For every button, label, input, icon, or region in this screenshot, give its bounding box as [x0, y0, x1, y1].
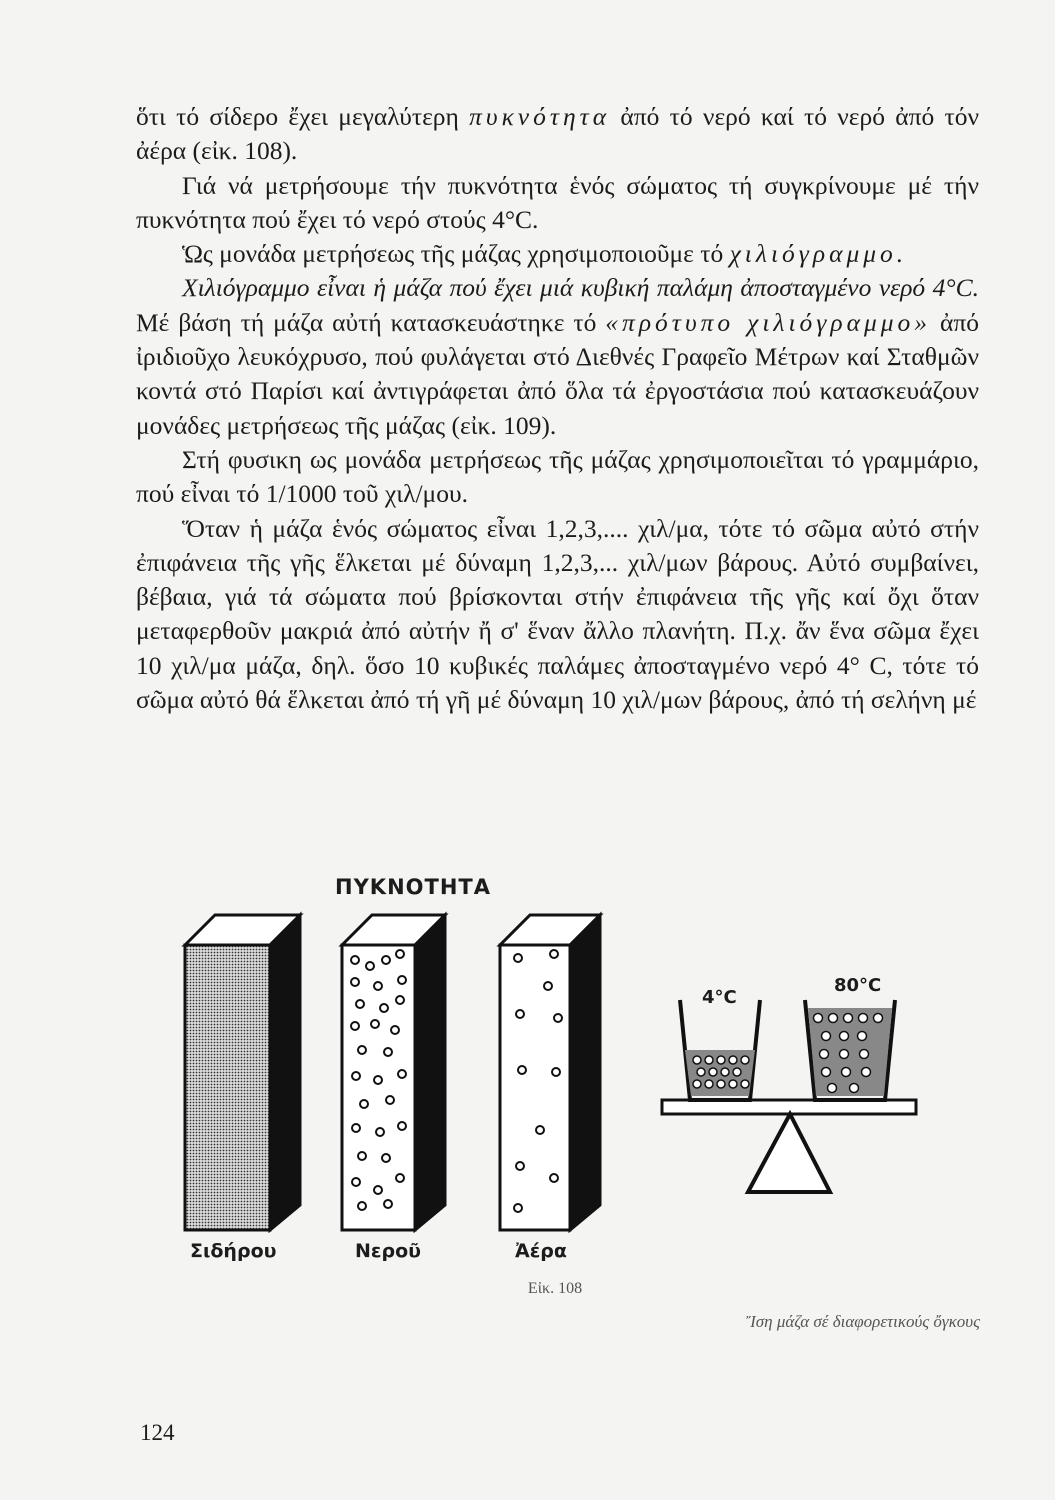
paragraph-1	[136, 100, 979, 169]
paragraph-4	[136, 271, 979, 442]
p1-text-c: ἀπό τό νερό καί τό νερό ἀπό τόν ἀέρα (εἰκ. 108).	[136, 102, 979, 166]
cold-water-beaker	[680, 1000, 760, 1100]
balance-scale	[662, 1000, 916, 1192]
label-iron: Σιδήρου	[190, 1240, 277, 1262]
density-figure	[150, 900, 930, 1240]
hot-water-beaker	[805, 1000, 895, 1100]
p1-term-density: πυκνότητα	[469, 102, 611, 131]
air-block	[500, 915, 600, 1230]
p4-text-b: Μέ βάση τή μάζα αὐτή κατασκευάστηκε τό	[136, 307, 606, 337]
paragraph-2: Γιά νά μετρήσουμε τήν πυκνότητα ἑνός σώματος τή συγκρίνουμε μέ τήν πυκνότητα πού ἔχει τό νερό στούς 4°C.	[136, 170, 979, 234]
figure-title: ΠΥΚΝΟΤΗΤΑ	[335, 875, 491, 899]
paragraph-3	[136, 237, 979, 271]
label-air: Ἀέρα	[515, 1240, 567, 1262]
iron-block	[185, 915, 300, 1230]
body-text	[136, 100, 979, 717]
p3-term-kilogram: χιλιόγραμμο.	[729, 239, 908, 269]
paragraph-6: Ὅταν ἡ μάζα ἑνός σώματος εἶναι 1,2,3,.... χιλ/μα, τότε τό σῶμα αὐτό στήν ἐπιφάνεια τῆς γῆς ἕλκεται μέ δύναμη 1,2,3,... χιλ/μων βάρους. Αὐτό συμβαίνει, βέβαια, γιά τά σώματα πού βρίσκονται στήν ἐπιφάνεια τῆς γῆς καί ὄχι ὅταν μεταφερθοῦν μακριά ἀπό αὐτήν ἤ σ' ἕναν ἄλλο πλανήτη. Π.χ. ἄν ἕνα σῶμα ἔχει 10 χιλ/μα μάζα, δηλ. ὅσο 10 κυβικές παλάμες ἀποσταγμένο νερό 4° C, τότε τό σῶμα αὐτό θά ἕλκεται ἀπό τή γῆ μέ δύναμη 10 χιλ/μων βάρους, ἀπό τή σελήνη μέ	[136, 513, 979, 715]
p3-text-a: Ὡς μονάδα μετρήσεως τῆς μάζας χρησιμοποιοῦμε τό	[182, 239, 730, 269]
p4-text-d: ἀπό ἰριδιοῦχο λευκόχρυσο, πού φυλάγεται στό Διεθνές Γραφεῖο Μέτρων καί Σταθμῶν κοντά στό Παρίσι καί ἀντιγράφεται ἀπό ὅλα τά ἐργοστάσια πού κατασκευάζουν μονάδες μετρήσεως τῆς μάζας (εἰκ. 109).	[136, 307, 979, 440]
p4-definition: Χιλιόγραμμο εἶναι ἡ μάζα πού ἔχει μιά κυβική παλάμη ἀποσταγμένο νερό 4°C.	[182, 273, 979, 303]
page-number: 124	[140, 1420, 175, 1445]
paragraph-5: Στή φυσικη ως μονάδα μετρήσεως τῆς μάζας χρησιμοποιεῖται τό γραμμάριο, πού εἶναι τό 1/1000 τοῦ χιλ/μου.	[136, 444, 979, 509]
temp-label-hot: 80°C	[834, 975, 882, 996]
temp-label-cold: 4°C	[702, 987, 737, 1008]
figure-subcaption: Ἴση μάζα σέ διαφορετικούς ὄγκους	[745, 1312, 980, 1331]
water-block	[342, 915, 445, 1230]
label-water: Νεροῦ	[355, 1240, 421, 1262]
p1-text-a: ὅτι τό σίδερο ἔχει μεγαλύτερη	[136, 102, 470, 131]
p4-term-prototype: «πρότυπο χιλιόγραμμο»	[605, 307, 932, 337]
figure-caption: Εἰκ. 108	[527, 1280, 583, 1297]
